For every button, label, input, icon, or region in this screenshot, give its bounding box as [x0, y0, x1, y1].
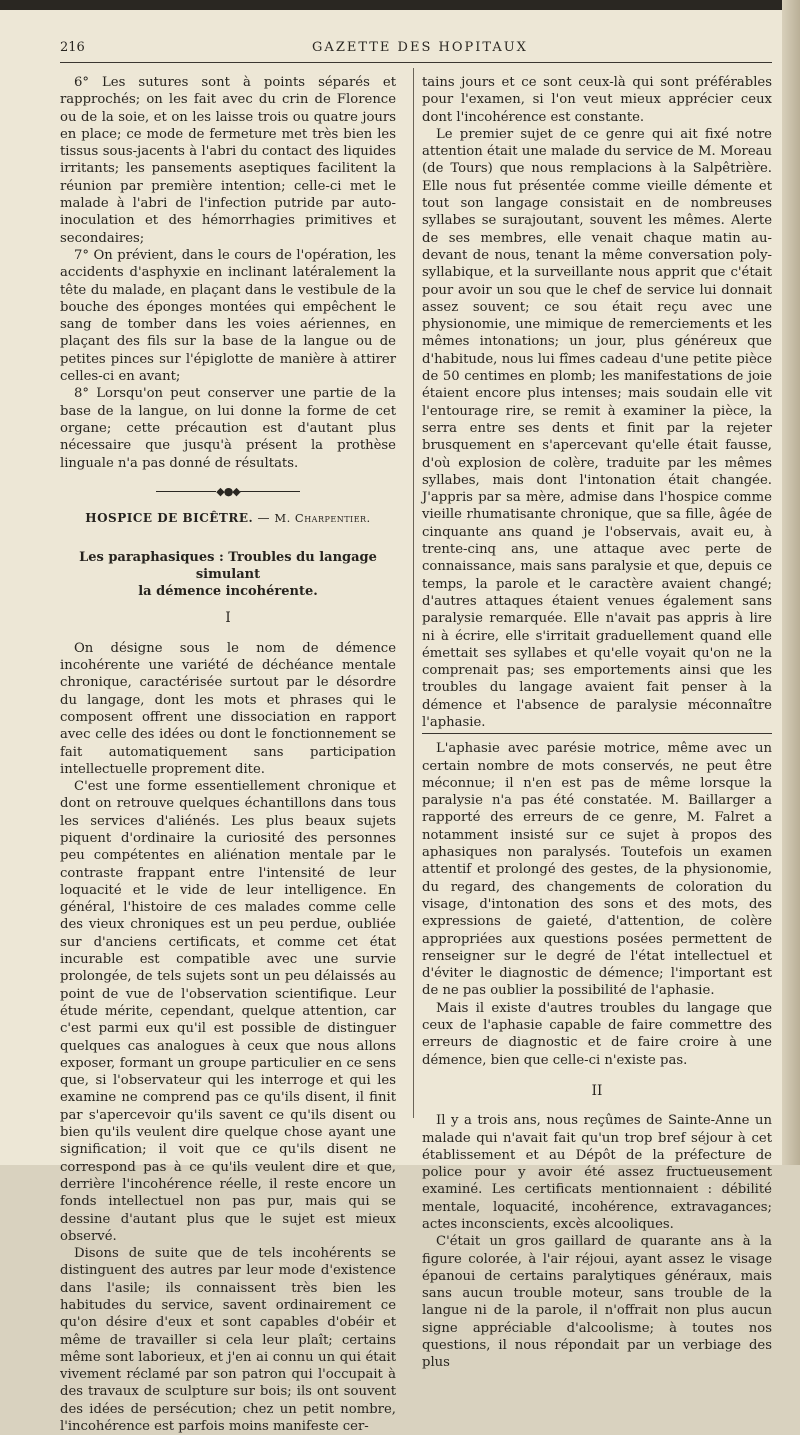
paragraph-definition: On désigne sous le nom de démence incohérente une variété de déchéance mentale chronique, caractérisée surtout par le désordre du langage, dont les mots et phrases qui le composent offrent une dissociation en rapport avec celle des idées ou dont le fonctionnement se fait automatiquement sans participation intellectuelle proprement dite.	[60, 640, 396, 777]
paragraph-autres-troubles: Mais il existe d'autres troubles du langage que ceux de l'aphasie capable de faire commettre des erreurs de diagnostic et de faire croire à une démence, bien que celle-ci n'existe pas.	[422, 1000, 772, 1068]
article-title-line-2: la démence incohérente.	[138, 584, 318, 600]
paragraph-asphyxie: 7° On prévient, dans le cours de l'opération, les accidents d'asphyxie en inclinant latéralement la tête du malade, en plaçant dans le vestibule de la bouche des éponges montées qui empêchent le sang de tomber dans les voies aériennes, en plaçant des fils sur la base de la langue ou de petites pinces sur l'épiglotte de manière à attirer celles-ci en avant;	[60, 247, 396, 385]
paragraph-continuation: tains jours et ce sont ceux-là qui sont préférables pour l'examen, si l'on veut mieux apprécier ceux dont l'incohérence est constante.	[422, 75, 772, 125]
paragraph-incoherents: Disons de suite que de tels incohérents se distinguent des autres par leur mode d'existence dans l'asile; ils connaissent très bien les habitudes du service, savent ordinairement ce qu'on désire d'eux et sont capables d'obéir et même de travailler si cela leur plaît; certains même sont laborieux, et j'en ai connu un qui était vivement réclamé par son patron qui l'occupait à des travaux de sculpture sur bois; ils ont souvent des idées de persécution; chez un petit nombre, l'incohérence est parfois moins manifeste cer-	[60, 1246, 396, 1435]
header-rule	[60, 62, 772, 63]
section-ornament: ◆●◆	[60, 483, 396, 500]
paragraph-forme-chronique: C'est une forme essentiellement chronique et dont on retrouve quelques échantillons dans tous les services d'aliénés. Les plus beaux sujets piquent d'ordinaire la curiosité des personnes peu compétentes en aliénation mentale par le contraste frappant entre l'intensité de leur loquacité et le vide de leur intelligence. En général, l'histoire de ces malades comme celle des vieux chroniques est un peu perdue, oubliée sur d'anciens certificats, et comme cet état incurable est compatible avec une survie prolongée, de tels sujets sont un peu délaissés au point de vue de l'observation scientifique. Leur étude mérite, cependant, quelque attention, car c'est parmi eux qu'il est possible de distinguer quelques cas analogues à ceux que nous allons exposer, formant un groupe particulier en ce sens que, si l'observateur qui les interroge et qui les examine ne comprend pas ce qu'ils disent, il finit par s'apercevoir qu'ils savent ce qu'ils disent ou bien qu'ils veulent dire quelque chose ayant une signification; il voit que ce qu'ils disent ne correspond pas à ce qu'ils veulent dire et que, derrière l'incohérence réelle, il reste encore un fonds intellectuel non pas pur, mais qui se dessine d'autant plus que le sujet est mieux observé.	[60, 779, 396, 1244]
right-column	[422, 74, 772, 1372]
scan-top-edge	[0, 0, 800, 10]
paragraph-langue: 8° Lorsqu'on peut conserver une partie de la base de la langue, on lui donne la forme de cet organe; cette précaution est d'autant plus nécessaire que jusqu'à présent la prothèse linguale n'a pas donné de résultats.	[60, 386, 396, 471]
page-header	[60, 38, 780, 60]
author-name: M. Charpentier.	[274, 511, 371, 526]
section-number-1: I	[225, 610, 231, 627]
hospital-heading	[60, 510, 396, 527]
page-number: 216	[60, 40, 85, 55]
paragraph-trois-ans: Il y a trois ans, nous reçûmes de Sainte-Anne un malade qui n'avait fait qu'un trop bref séjour à cet établissement et au Dépôt de la préfecture de police pour y avoir été assez fructueusement examiné. Les certificats mentionnaient : débilité mentale, loquacité, incohérence, extravagances; actes inconscients, excès alcooliques.	[422, 1113, 772, 1232]
column-separator	[413, 68, 414, 1118]
institution-name: HOSPICE DE BICÊTRE.	[85, 511, 254, 526]
section-number-2: II	[591, 1082, 603, 1099]
scan-right-edge	[782, 0, 800, 1165]
journal-title: GAZETTE DES HOPITAUX	[312, 40, 528, 55]
heading-dash: —	[257, 511, 270, 526]
article-title	[60, 549, 396, 600]
paragraph-premier-sujet: Le premier sujet de ce genre qui ait fixé notre attention était une malade du service de M. Moreau (de Tours) que nous remplacions à la Salpêtrière. Elle nous fut présentée comme vieille démente et tout son langage consistait en de nombreuses syllabes se surajoutant, souvent les mêmes. Alerte de ses membres, elle venait chaque matin au-devant de nous, tenant la même conversation poly-syllabique, et la surveillante nous apprit que c'était pour avoir un sou que le chef de service lui donnait assez souvent; ce sou était reçu avec une physionomie, une mimique de remerciements et les mêmes intonations; un jour, plus généreux que d'habitude, nous lui fîmes cadeau d'une petite pièce de 50 centimes en plomb; les manifestations de joie étaient encore plus intenses; mais soudain elle vit l'entourage rire, se remit à examiner la pièce, la serra entre ses dents et finit par la rejeter brusquement en s'apercevant qu'elle était fausse, d'où explosion de colère, traduite par les mêmes syllabes, mais dont l'intonation était changée. J'appris par sa mère, admise dans l'hospice comme vieille rhumatisante chronique, que sa fille, âgée de cinquante ans quand je l'observais, avait eu, à trente-cinq ans, une attaque avec perte de connaissance, mais sans paralysie et que, depuis ce temps, la parole et le caractère avaient changé; d'autres attaques étaient venues également sans paralysie remarquée. Elle n'avait pas appris à lire ni à écrire, elle s'irritait graduellement quand elle émettait ses syllabes et qu'elle voyait qu'on ne la comprenait pas; ses emportements ainsi que les troubles du langage avaient fait penser à la démence et l'absence de paralysie méconnaître l'aphasie.	[422, 126, 772, 730]
paragraph-gros-gaillard: C'était un gros gaillard de quarante ans à la figure colorée, à l'air réjoui, ayant assez le visage épanoui de certains paralytiques généraux, mais sans aucun trouble moteur, sans trouble de la langue ni de la parole, il n'offrait non plus aucun signe appréciable d'alcoolisme; à toutes nos questions, il nous répondait par un verbiage des plus	[422, 1234, 772, 1371]
article-title-line-1: Les paraphasiques : Troubles du langage simulant	[79, 550, 377, 583]
left-column	[60, 74, 396, 1435]
paragraph-aphasie: L'aphasie avec parésie motrice, même avec un certain nombre de mots conservés, ne peut être méconnue; il n'en est pas de même lorsque la paralysie n'a pas été constatée. M. Baillarger a rapporté des erreurs de ce genre, M. Falret a notamment insisté sur ce sujet à propos des aphasiques non paralysés. Toutefois un examen attentif et prolongé des gestes, de la physionomie, du regard, des changements de coloration du visage, d'intonation des sons et des mots, des expressions de gaieté, d'attention, de colère appropriées aux questions posées permettent de renseigner sur le degré de l'état intellectuel et d'éviter le diagnostic de démence; l'important est de ne pas oublier la possibilité de l'aphasie.	[422, 741, 772, 999]
paragraph-sutures: 6° Les sutures sont à points séparés et rapprochés; on les fait avec du crin de Florence ou de la soie, et on les laisse trois ou quatre jours en place; ce mode de fermeture met très bien les tissus sous-jacents à l'abri du contact des liquides irritants; les pansements aseptiques facilitent la réunion par première intention; celle-ci met le malade à l'abri de l'infection putride par auto-inoculation et des hémorrhagies primitives et secondaires;	[60, 75, 396, 246]
paragraph-divider	[422, 733, 772, 734]
